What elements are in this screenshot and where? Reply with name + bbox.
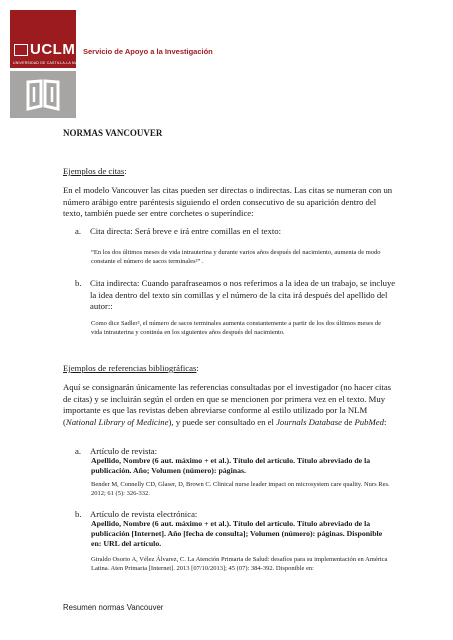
- section-heading-citas: Ejemplos de citas:: [63, 166, 127, 176]
- uclm-logo-text: UCLM: [30, 41, 76, 58]
- format-articulo-revista: Apellido, Nombre (6 aut. máximo + et al.). Título del artículo. Título abreviado de la publicación. Año; Volumen (número): páginas.: [91, 456, 371, 475]
- library-logo: [10, 71, 76, 118]
- section-referencias-intro: Aquí se consignarán únicamente las referencias consultadas por el investigador (no hacer citas de citas) y se incluirán según el orden en que se mencionen por primera vez en el texto. Muy importante es que las revistas deben abreviarse conforme al estilo utilizado por la NLM (National Library of Medicine), y puede ser consultado en el Journals Database de PubMed:: [63, 382, 392, 427]
- example-cita-indirecta: Como dice Sadler², el número de sacos terminales aumenta constantemente a partir de los dos últimos meses de vida intrauterina y continúa en los siguientes años después del nacimiento.: [91, 320, 382, 336]
- section-citas-intro: En el modelo Vancouver las citas pueden ser directas o indirectas. Las citas se numeran con un número arábigo entre paréntesis siguiendo el orden consecutivo de su aparición dentro del texto, también puede ser entre corchetes o superíndice:: [63, 185, 393, 219]
- page-footer: Resumen normas Vancouver: [63, 603, 164, 612]
- service-name: Servicio de Apoyo a la Investigación: [83, 47, 213, 56]
- example-articulo-revista: Bender M, Connelly CD, Glaser, D, Brown C. Clinical nurse leader impact on microsystem care quality. Nurs Res. 2012; 61 (5): 326-332.: [91, 481, 390, 497]
- format-articulo-electronico: Apellido, Nombre (6 aut. máximo + et al.). Título del artículo. Título abreviado de la publicación [Internet]. Año [fecha de consulta]; Volumen (número): páginas. Disponible en: URL del artículo.: [91, 519, 383, 548]
- example-articulo-electronico: Giraldo Osorio A, Vélez Álvarez, C. La Atención Primaria de Salud: desafíos para su implementación en América Latina. Aten Primaria [Internet]. 2013 [07/10/2013]; 45 (07): 384-392. Disponible en:: [91, 556, 388, 572]
- uclm-logo: [10, 10, 89, 68]
- section-heading-referencias: Ejemplos de referencias bibliográficas:: [63, 363, 199, 373]
- library-icon: [10, 71, 76, 118]
- example-cita-directa: “En los dos últimos meses de vida intrauterina y durante varios años después del nacimiento, aumenta de modo constante el número de sacos terminales²” .: [91, 249, 381, 265]
- uclm-logo-subtext: UNIVERSIDAD DE CASTILLA-LA MANCHA: [13, 61, 89, 65]
- uclm-emblem-icon: [14, 44, 28, 56]
- document-title: NORMAS VANCOUVER: [63, 128, 163, 138]
